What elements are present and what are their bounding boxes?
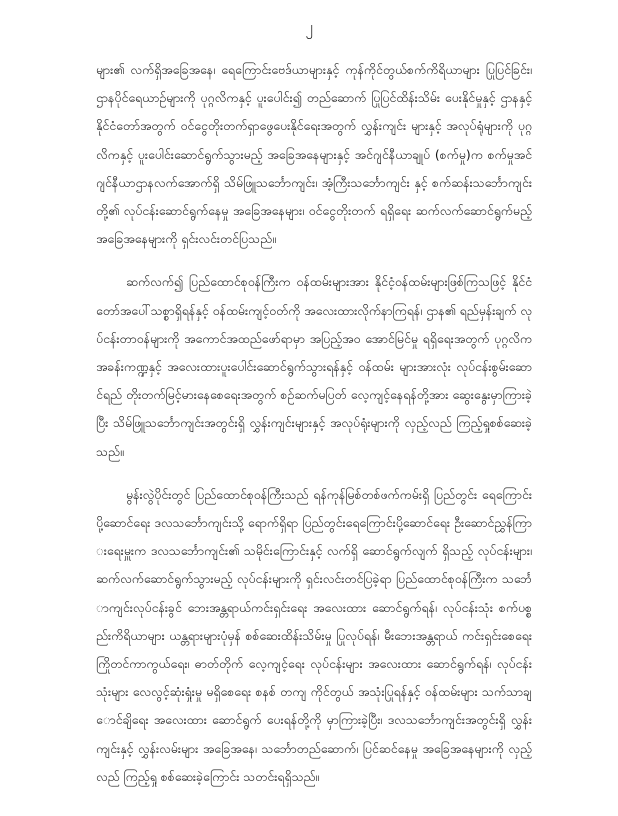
body-text (96, 56, 532, 806)
paragraph-3: မွန်းလွဲပိုင်းတွင် ပြည်ထောင်စုဝန်ကြီးသည် ရန်ကုန်မြစ်တစ်ဖက်ကမ်းရှိ ပြည်တွင်း ရေကြောင်း ပို့ဆောင်ရေး ဒလသင်္ဘောကျင်းသို့ ရောက်ရှိရာ ပြည်တွင်းရေကြောင်းပို့ဆောင်ရေး ဦးဆောင်ညွှန်ကြားရေးမှူးက ဒလသင်္ဘောကျင်း၏ သမိုင်းကြောင်းနှင့် လက်ရှိ ဆောင်ရွက်လျက် ရှိသည့် လုပ်ငန်းများ၊ ဆက်လက်ဆောင်ရွက်သွားမည့် လုပ်ငန်းများကို ရှင်းလင်းတင်ပြခဲ့ရာ ပြည်ထောင်စုဝန်ကြီးက သင်္ဘောကျင်းလုပ်ငန်းခွင် ဘေးအန္တရာယ်ကင်းရှင်းရေး အလေးထား ဆောင်ရွက်ရန်၊ လုပ်ငန်းသုံး စက်ပစ္စည်းကိရိယာများ ယန္တရားများပုံမှန် စစ်ဆေးထိန်းသိမ်းမှု ပြုလုပ်ရန်၊ မီးဘေးအန္တရာယ် ကင်းရှင်းစေရေး ကြိုတင်ကာကွယ်ရေး၊ ဓာတ်တိုက် လေ့ကျင့်ရေး လုပ်ငန်းများ အလေးထား ဆောင်ရွက်ရန်၊ လုပ်ငန်းသုံးများ လေလွင့်ဆုံးရှုံးမှု မရှိစေရေး စနစ် တကျ ကိုင်တွယ် အသုံးပြုရန်နှင့် ဝန်ထမ်းများ သက်သာချောင်ချိရေး အလေးထား ဆောင်ရွက် ပေးရန်တို့ကို မှာကြားခဲ့ပြီး၊ ဒလသင်္ဘောကျင်းအတွင်းရှိ လွှန်းကျင်းနှင့် လွှန်းလမ်းများ အခြေအနေ၊ သင်္ဘောတည်ဆောက်၊ ပြင်ဆင်နေမှု အခြေအနေများကို လှည့်လည် ကြည့်ရှု စစ်ဆေးခဲ့ကြောင်း သတင်းရရှိသည်။ (96, 486, 532, 784)
paragraph-1: များ၏ လက်ရှိအခြေအနေ၊ ရေကြောင်းဗေဒ်ယာများနှင့် ကုန်ကိုင်တွယ်စက်ကိရိယာများ ပြုပြင်ခြင်း၊ ဌာနပိုင်ရေယာဉ်များကို ပုဂ္ဂလိကနှင့် ပူးပေါင်း၍ တည်ဆောက် ပြုပြင်ထိန်းသိမ်း ပေးနိုင်မှုနှင့် ဌာနနှင့် နိုင်ငံတော်အတွက် ဝင်ငွေတိုးတက်ရှာဖွေပေးနိုင်ရေးအတွက် လွှန်းကျင်း များနှင့် အလုပ်ရုံများကို ပုဂ္ဂလိကနှင့် ပူးပေါင်းဆောင်ရွက်သွားမည့် အခြေအနေများနှင့် အင်ဂျင်နီယာချုပ် (စက်မှု)က စက်မှုအင်ဂျင်နီယာဌာနလက်အောက်ရှိ သိမ်ဖြူသင်္ဘောကျင်း၊ အံ့ကြီးသင်္ဘောကျင်း နှင့် စက်ဆန်းသင်္ဘောကျင်းတို့၏ လုပ်ငန်းဆောင်ရွက်နေမှု အခြေအနေများ၊ ဝင်ငွေတိုးတက် ရရှိရေး ဆက်လက်ဆောင်ရွက်မည့်အခြေအနေများကို ရှင်းလင်းတင်ပြသည်။ (96, 62, 532, 247)
paragraph-2: ဆက်လက်၍ ပြည်ထောင်စုဝန်ကြီးက ဝန်ထမ်းများအား နိုင်ငံ့ဝန်ထမ်းများဖြစ်ကြသဖြင့် နိုင်ငံတော်အပေါ်သစ္စာရှိရန်နှင့် ဝန်ထမ်းကျင့်ဝတ်ကို အလေးထားလိုက်နာကြရန်၊ ဌာန၏ ရည်မှန်းချက် လုပ်ငန်းတာဝန်များကို အကောင်အထည်ဖော်ရာမှာ အပြည့်အဝ အောင်မြင်မှု ရရှိရေးအတွက် ပုဂ္ဂလိကအခန်းကဏ္ဍနှင့် အလေးထားပူးပေါင်းဆောင်ရွက်သွားရန်နှင့် ဝန်ထမ်း များအားလုံး လုပ်ငန်းစွမ်းဆောင်ရည် တိုးတက်မြင့်မားနေစေရေးအတွက် စဉ်ဆက်မပြတ် လေ့ကျင့်နေရန်တို့အား ဆွေးနွေးမှာကြားခဲ့ပြီး သိမ်ဖြူသင်္ဘောကျင်းအတွင်းရှိ လွှန်းကျင်းများနှင့် အလုပ်ရုံးများကို လှည့်လည် ကြည့်ရှုစစ်ဆေးခဲ့သည်။ (96, 274, 532, 459)
page-number: ၂ (305, 18, 313, 36)
